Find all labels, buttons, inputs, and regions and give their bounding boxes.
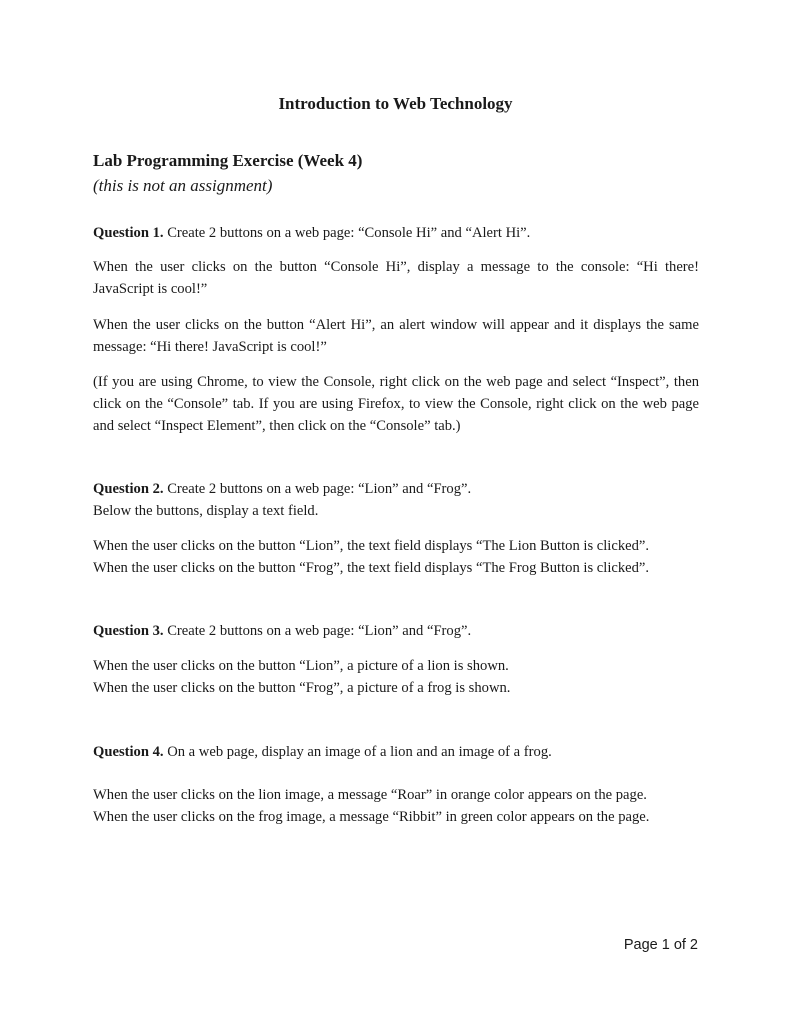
question-3-details — [93, 655, 699, 699]
question-3-intro-text: Create 2 buttons on a web page: “Lion” and “Frog”. — [163, 623, 472, 639]
question-2-intro-text: Create 2 buttons on a web page: “Lion” and “Frog”. — [163, 481, 472, 497]
lab-heading: Lab Programming Exercise (Week 4) — [93, 151, 363, 170]
question-1-paragraph-3: (If you are using Chrome, to view the Console, right click on the web page and select “Inspect”, then click on the “Console” tab. If you are using Firefox, to view the Console, right click on the web page and select “Inspect Element”, then click on the “Console” tab.) — [93, 374, 699, 434]
question-3-intro — [93, 620, 699, 642]
question-4-line-1: When the user clicks on the lion image, a message “Roar” in orange color appears on the page. — [93, 787, 647, 803]
question-2-label: Question 2. — [93, 481, 164, 497]
question-4-intro-text: On a web page, display an image of a lion and an image of a frog. — [163, 744, 552, 760]
question-2-line-1: When the user clicks on the button “Lion”, the text field displays “The Lion Button is clicked”. — [93, 538, 650, 554]
question-2-line-2: When the user clicks on the button “Frog”, the text field displays “The Frog Button is clicked”. — [93, 560, 650, 576]
question-1-intro-text: Create 2 buttons on a web page: “Console Hi” and “Alert Hi”. — [163, 225, 531, 241]
page-number: Page 1 of 2 — [623, 937, 698, 953]
question-2-intro-line-2: Below the buttons, display a text field. — [93, 503, 319, 519]
question-3-label: Question 3. — [93, 623, 164, 639]
question-1-paragraph-2: When the user clicks on the button “Alert Hi”, an alert window will appear and it displays the same message: “Hi there! JavaScript is cool!” — [93, 317, 699, 355]
question-4-intro — [93, 741, 699, 763]
question-3-line-1: When the user clicks on the button “Lion”, a picture of a lion is shown. — [93, 658, 509, 674]
question-1-paragraph-1: When the user clicks on the button “Console Hi”, display a message to the console: “Hi there! JavaScript is cool!” — [93, 259, 699, 297]
question-4-label: Question 4. — [93, 744, 164, 760]
question-1-label: Question 1. — [93, 225, 164, 241]
question-4-line-2: When the user clicks on the frog image, a message “Ribbit” in green color appears on the page. — [93, 809, 650, 825]
question-3-line-2: When the user clicks on the button “Frog”, a picture of a frog is shown. — [93, 680, 511, 696]
question-1-intro — [93, 222, 699, 244]
question-2-details — [93, 535, 699, 579]
document-title: Introduction to Web Technology — [278, 94, 513, 113]
lab-subheading: (this is not an assignment) — [93, 176, 273, 195]
question-4-details — [93, 784, 699, 828]
question-2-intro — [93, 478, 699, 522]
